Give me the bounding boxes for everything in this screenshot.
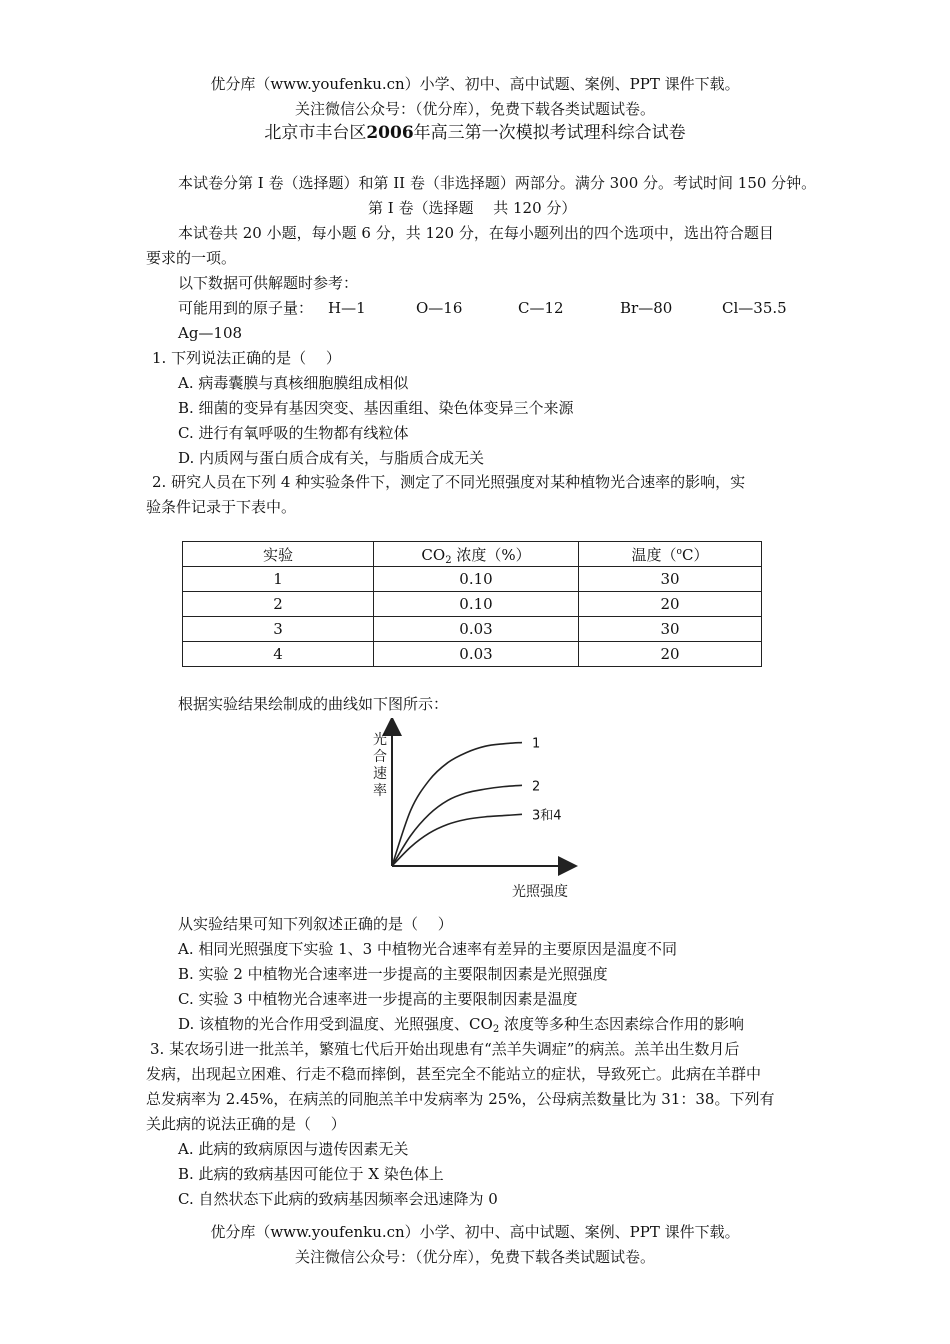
q1-stem: 1. 下列说法正确的是（ ） [152, 349, 341, 367]
title-suffix: 年高三第一次模拟考试理科综合试卷 [413, 123, 686, 143]
q3-option-b: B. 此病的致病基因可能位于 X 染色体上 [178, 1165, 444, 1183]
atomic-h: H—1 [328, 299, 366, 317]
table-row [183, 567, 762, 592]
header-co2-pre: CO [421, 545, 446, 564]
series-label-2: 2 [532, 779, 541, 795]
q2-option-d-sub: 2 [492, 1024, 500, 1035]
series-line-2 [392, 785, 522, 866]
q3-option-c: C. 自然状态下此病的致病基因频率会迅速降为 0 [178, 1190, 498, 1208]
footer-line-2: 关注微信公众号：（优分库），免费下载各类试题试卷。 [294, 1248, 655, 1266]
title-year: 2006 [366, 123, 414, 143]
header-line-2: 关注微信公众号：（优分库），免费下载各类试题试卷。 [294, 100, 655, 118]
table-cell: 1 [183, 567, 374, 592]
table-cell: 0.10 [374, 567, 579, 592]
series-line-3 [392, 814, 522, 866]
q1-option-b: B. 细菌的变异有基因突变、基因重组、染色体变异三个来源 [178, 399, 574, 417]
instructions-line-2: 要求的一项。 [146, 249, 237, 267]
x-axis-label: 光照强度 [512, 884, 568, 900]
header-temp-pre: 温度（ [631, 545, 677, 564]
q3-line-3: 总发病率为 2.45%，在病羔的同胞羔羊中发病率为 25%，公母病羔数量比为 31：38。下列有 [146, 1090, 775, 1108]
q1-option-d: D. 内质网与蛋白质合成有关，与脂质合成无关 [178, 449, 485, 467]
table-cell: 4 [183, 642, 374, 667]
table-header-row [183, 542, 762, 567]
q2-option-c: C. 实验 3 中植物光合速率进一步提高的主要限制因素是温度 [178, 990, 578, 1008]
q2-option-d-post: 浓度等多种生态因素综合作用的影响 [499, 1015, 744, 1033]
table-cell: 3 [183, 617, 374, 642]
graph-intro: 根据实验结果绘制成的曲线如下图所示： [178, 695, 449, 713]
table-row [183, 592, 762, 617]
atomic-cl: Cl—35.5 [722, 299, 787, 317]
table-cell: 20 [579, 642, 762, 667]
q1-option-a: A. 病毒囊膜与真核细胞膜组成相似 [178, 374, 409, 392]
q2-stem-line-2: 验条件记录于下表中。 [146, 498, 297, 516]
header-co2 [374, 542, 579, 567]
q2-option-d-pre: D. 该植物的光合作用受到温度、光照强度、CO [178, 1015, 493, 1033]
instructions-line-1: 本试卷共 20 小题，每小题 6 分，共 120 分，在每小题列出的四个选项中，选出符合题目 [178, 224, 774, 242]
section-heading: 第 I 卷（选择题 共 120 分） [368, 199, 577, 217]
q2-stem-line-3: 从实验结果可知下列叙述正确的是（ ） [178, 915, 453, 933]
table-cell: 20 [579, 592, 762, 617]
table-row [183, 617, 762, 642]
table-cell: 30 [579, 617, 762, 642]
q3-line-4: 关此病的说法正确的是（ ） [146, 1115, 346, 1133]
q2-stem-line-1: 2. 研究人员在下列 4 种实验条件下，测定了不同光照强度对某种植物光合速率的影响，实 [152, 473, 746, 491]
header-co2-sub: 2 [445, 554, 452, 566]
series-label-1: 1 [532, 736, 541, 752]
table-cell: 0.03 [374, 642, 579, 667]
exam-title [0, 123, 950, 143]
atomic-label: 可能用到的原子量： [178, 299, 314, 317]
q3-option-a: A. 此病的致病原因与遗传因素无关 [178, 1140, 409, 1158]
reference-text: 以下数据可供解题时参考： [178, 274, 359, 292]
series-layer [392, 737, 562, 866]
title-prefix: 北京市丰台区 [264, 123, 367, 143]
header-line-1: 优分库（www.youfenku.cn）小学、初中、高中试题、案例、PPT 课件下载。 [210, 75, 740, 93]
header-temperature [579, 542, 762, 567]
q1-option-c: C. 进行有氧呼吸的生物都有线粒体 [178, 424, 409, 442]
atomic-o: O—16 [416, 299, 463, 317]
table-cell: 0.10 [374, 592, 579, 617]
experiment-table [182, 541, 762, 667]
atomic-ag: Ag—108 [178, 324, 243, 342]
y-axis-label: 光合速率 [373, 732, 387, 799]
q3-line-2: 发病，出现起立困难、行走不稳而摔倒，甚至完全不能站立的症状，导致死亡。此病在羊群中 [146, 1065, 762, 1083]
atomic-weights [178, 298, 787, 318]
intro-text: 本试卷分第 I 卷（选择题）和第 II 卷（非选择题）两部分。满分 300 分。考试时间 150 分钟。 [178, 174, 817, 192]
header-temp-post: C） [681, 545, 709, 564]
header-co2-post: 浓度（%） [451, 545, 531, 564]
header-temp-sup: o [676, 546, 682, 557]
atomic-br: Br—80 [620, 299, 673, 317]
atomic-c: C—12 [518, 299, 564, 317]
q2-option-d [178, 1014, 744, 1034]
q2-option-b: B. 实验 2 中植物光合速率进一步提高的主要限制因素是光照强度 [178, 965, 608, 983]
photosynthesis-chart [360, 718, 580, 904]
table-row [183, 642, 762, 667]
series-label-3: 3和4 [532, 808, 562, 824]
table-cell: 2 [183, 592, 374, 617]
header-experiment: 实验 [183, 542, 374, 567]
series-line-1 [392, 743, 522, 866]
q2-option-a: A. 相同光照强度下实验 1、3 中植物光合速率有差异的主要原因是温度不同 [178, 940, 677, 958]
table-cell: 30 [579, 567, 762, 592]
q3-line-1: 3. 某农场引进一批羔羊，繁殖七代后开始出现患有“羔羊失调症”的病羔。羔羊出生数月后 [150, 1040, 740, 1058]
footer-line-1: 优分库（www.youfenku.cn）小学、初中、高中试题、案例、PPT 课件下载。 [210, 1223, 740, 1241]
table-cell: 0.03 [374, 617, 579, 642]
